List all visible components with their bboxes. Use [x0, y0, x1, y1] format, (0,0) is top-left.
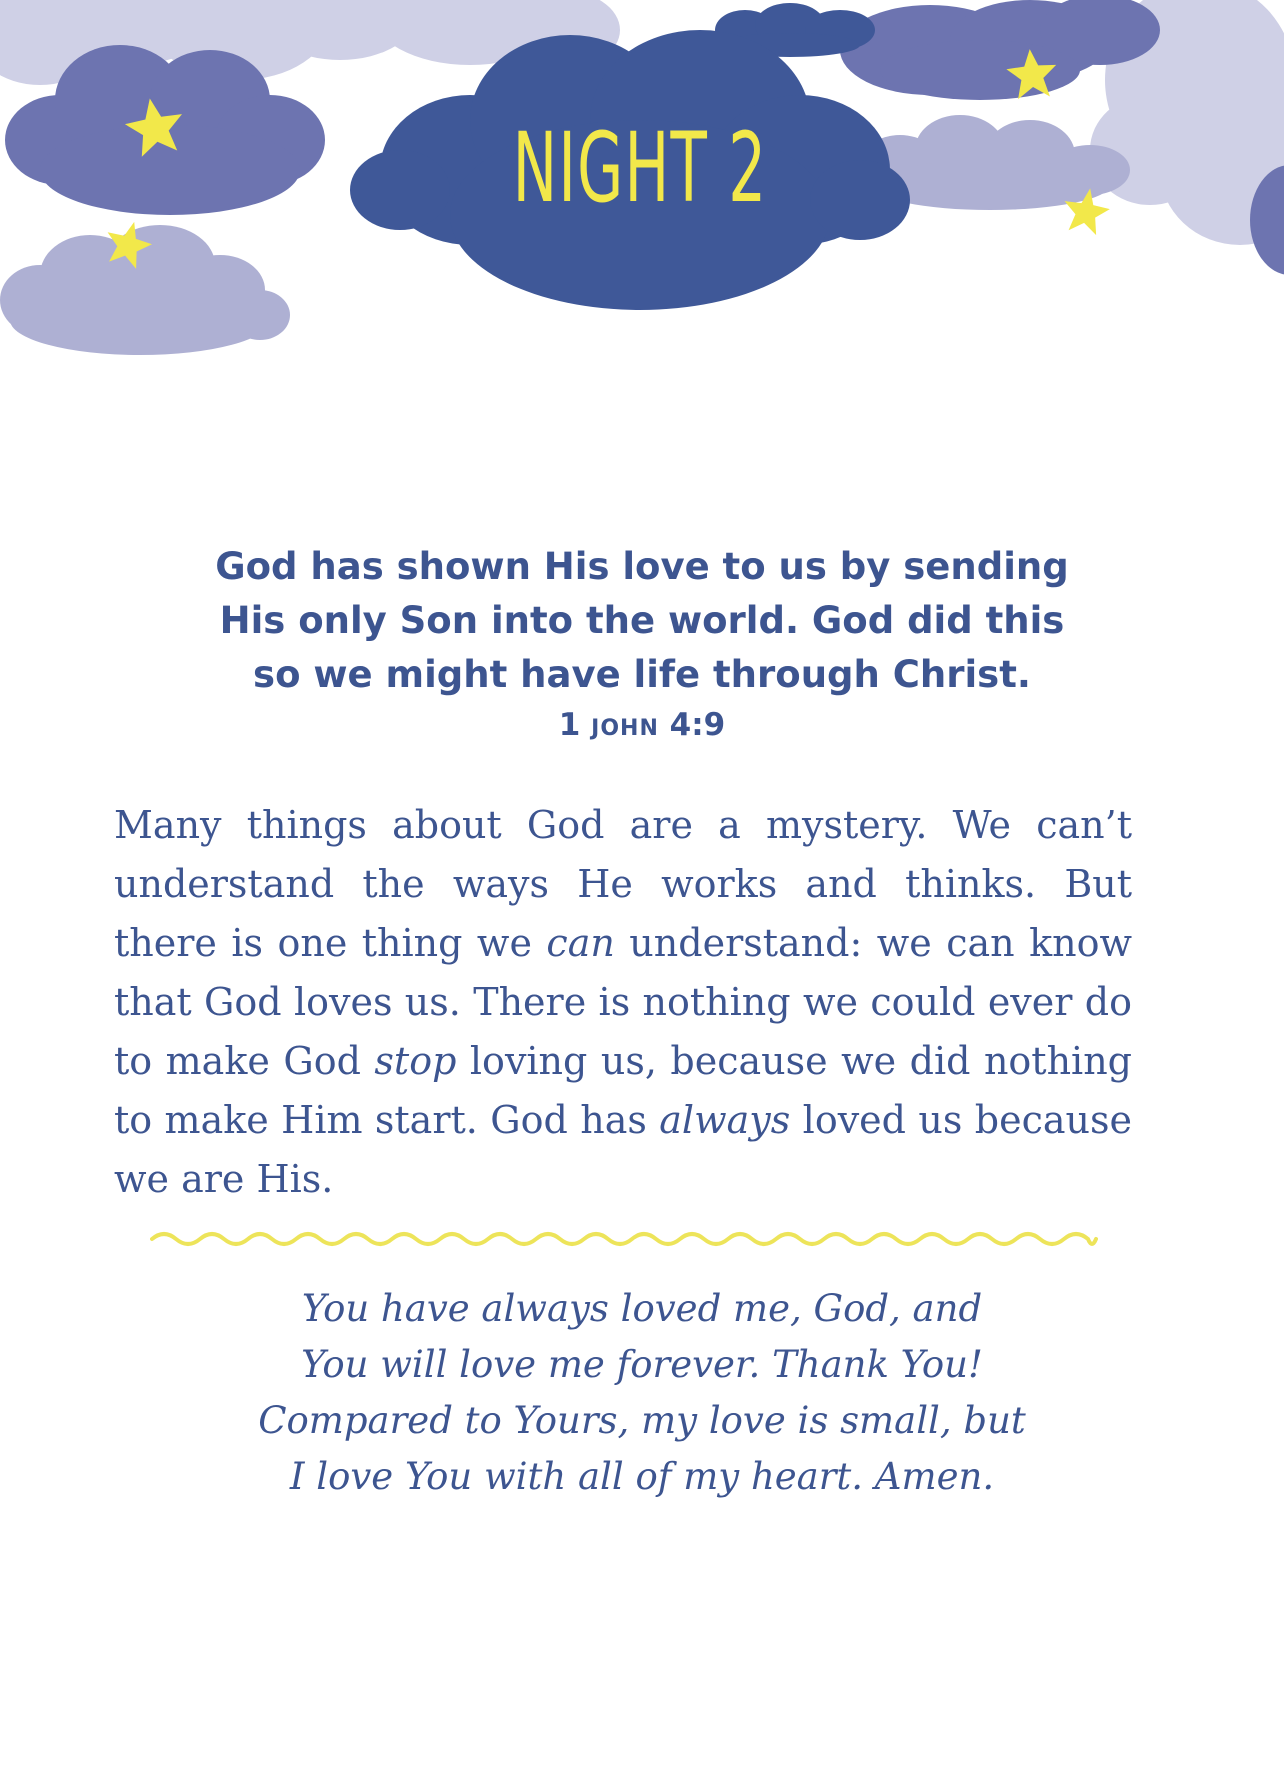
prayer-line: You will love me forever. Thank You! — [301, 1343, 983, 1386]
verse-line: God has shown His love to us by sending — [215, 545, 1069, 588]
wavy-divider — [150, 1228, 1098, 1250]
body-emphasis: can — [546, 921, 615, 965]
verse-line: His only Son into the world. God did this — [219, 599, 1065, 642]
verse-line: so we might have life through Christ. — [253, 653, 1031, 696]
scripture-verse — [150, 540, 1134, 702]
devotional-body — [114, 796, 1132, 1209]
page-title: NIGHT 2 — [512, 112, 768, 224]
body-segment: loved us because we are His. — [114, 1098, 1132, 1201]
verse-reference-number: 1 — [558, 707, 581, 743]
prayer-line: Compared to Yours, my love is small, but — [258, 1399, 1026, 1442]
verse-reference — [150, 707, 1134, 743]
body-segment: Many things about God are a mystery. We can’t understand the ways He works and thinks. But there is one thing we — [114, 803, 1132, 965]
verse-reference-chapter-verse: 4:9 — [669, 707, 726, 743]
prayer — [150, 1281, 1134, 1505]
body-segment: loving us, because we did nothing to make Him start. God has — [114, 1039, 1132, 1142]
body-segment: understand: we can know that God loves us. There is nothing we could ever do to make God — [114, 921, 1132, 1083]
body-emphasis: stop — [374, 1039, 457, 1083]
prayer-line: I love You with all of my heart. Amen. — [289, 1455, 995, 1498]
body-emphasis: always — [659, 1098, 791, 1142]
prayer-line: You have always loved me, God, and — [301, 1287, 983, 1330]
verse-reference-book: JOHN — [591, 716, 659, 741]
